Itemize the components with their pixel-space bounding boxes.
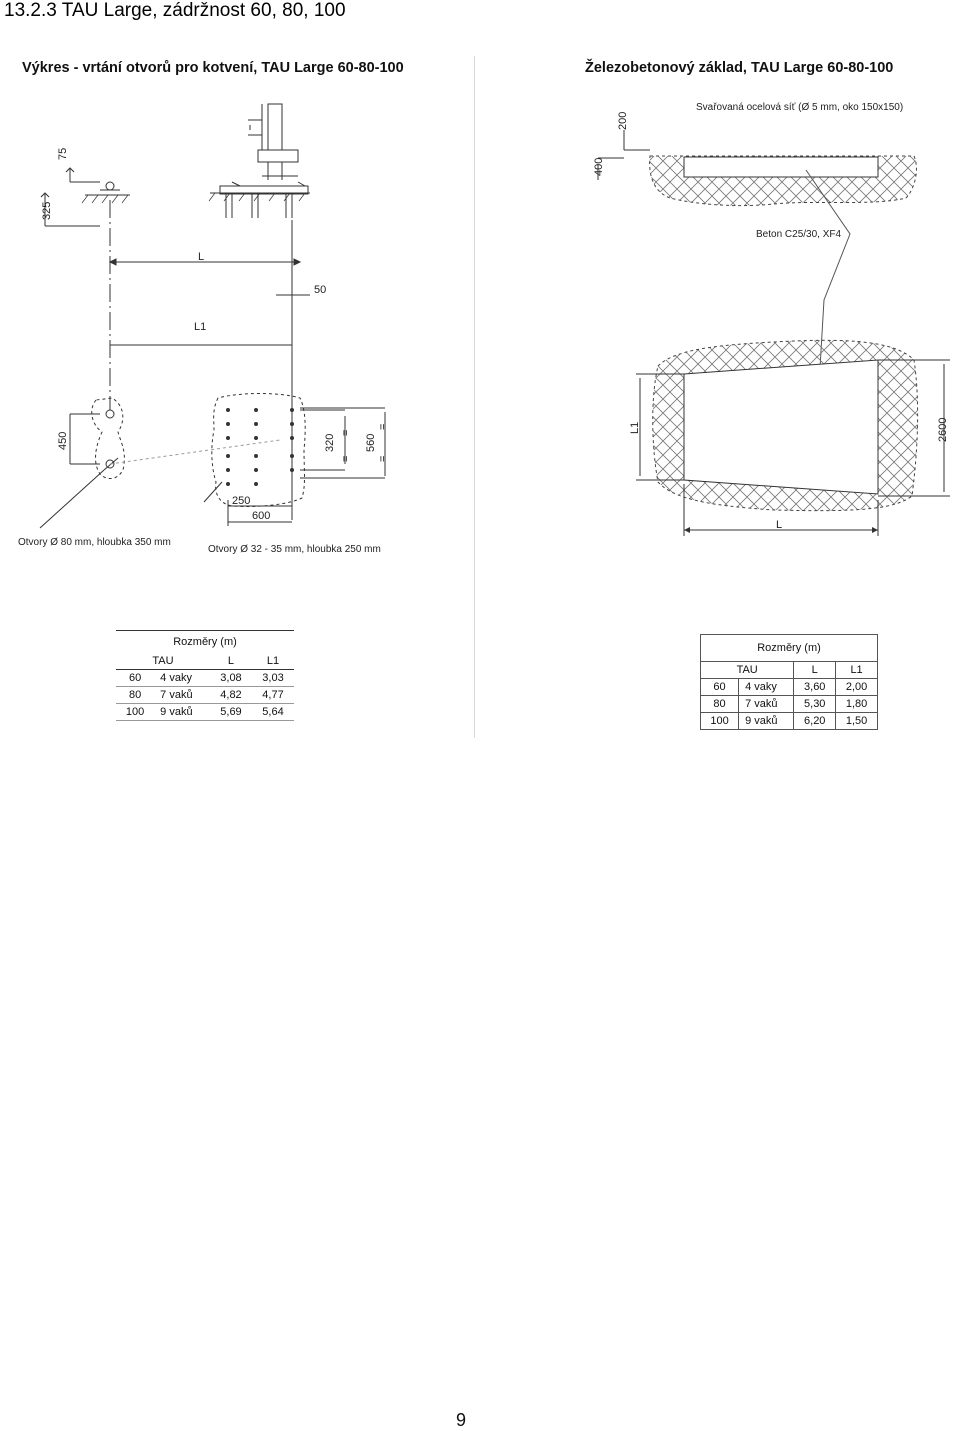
dim-320: 320: [324, 433, 336, 452]
dim-50: 50: [314, 284, 327, 296]
table-row: [116, 670, 294, 687]
table-row: [701, 679, 878, 696]
cell-L1: 1,80: [836, 696, 878, 713]
table-header-L: L: [794, 662, 836, 679]
cell-bags: 9 vaků: [154, 704, 210, 721]
cell-tau: 100: [116, 704, 154, 721]
page-number: 9: [456, 1410, 467, 1430]
table-header-L: L: [210, 653, 252, 670]
dim-450: 450: [57, 431, 69, 450]
table-row: [701, 696, 878, 713]
dimensions-table-left: [116, 630, 294, 721]
drilling-drawing: [0, 0, 474, 600]
table-caption: Rozměry (m): [701, 635, 878, 662]
cell-L: 4,82: [210, 687, 252, 704]
dim-plan-L: L: [776, 519, 783, 531]
dim-320-equal-b: =: [340, 455, 352, 462]
cell-L1: 1,50: [836, 713, 878, 730]
cell-tau: 80: [116, 687, 154, 704]
table-row: [116, 687, 294, 704]
dim-600: 600: [252, 510, 271, 522]
dim-560: 560: [365, 433, 377, 452]
cell-L: 6,20: [794, 713, 836, 730]
foundation-drawing: [474, 0, 960, 600]
cell-bags: 7 vaků: [154, 687, 210, 704]
table-header-tau: TAU: [701, 662, 794, 679]
cell-bags: 7 vaků: [739, 696, 794, 713]
cell-L: 3,08: [210, 670, 252, 687]
cell-L: 5,69: [210, 704, 252, 721]
dim-320-equal-a: =: [340, 429, 352, 436]
cell-L: 5,30: [794, 696, 836, 713]
table-row: [116, 704, 294, 721]
table-header-L1: L1: [836, 662, 878, 679]
mesh-note: Svařovaná ocelová síť (Ø 5 mm, oko 150x150): [696, 102, 904, 113]
dim-200: 200: [617, 111, 629, 130]
dimensions-table-right: [700, 634, 878, 730]
table-header-tau: TAU: [116, 653, 210, 670]
dim-plan-L1: L1: [629, 421, 641, 434]
cell-L: 3,60: [794, 679, 836, 696]
dim-L: L: [198, 251, 205, 263]
cell-bags: 4 vaky: [739, 679, 794, 696]
cell-tau: 80: [701, 696, 739, 713]
cell-L1: 2,00: [836, 679, 878, 696]
section-heading: 13.2.3 TAU Large, zádržnost 60, 80, 100: [4, 0, 346, 21]
cell-tau: 60: [701, 679, 739, 696]
note-holes-32: Otvory Ø 32 - 35 mm, hloubka 250 mm: [208, 544, 381, 555]
dim-2600: 2600: [937, 417, 949, 442]
concrete-note: Beton C25/30, XF4: [756, 229, 842, 240]
dim-L1: L1: [194, 321, 207, 333]
dim-560-equal-b: =: [377, 455, 389, 462]
left-panel-title: Výkres - vrtání otvorů pro kotvení, TAU Large 60-80-100: [22, 60, 404, 76]
table-row: [701, 713, 878, 730]
dim-250: 250: [232, 495, 251, 507]
cell-L1: 3,03: [252, 670, 294, 687]
cell-L1: 4,77: [252, 687, 294, 704]
dim-400: 400: [593, 157, 605, 176]
cell-bags: 4 vaky: [154, 670, 210, 687]
cell-L1: 5,64: [252, 704, 294, 721]
table-header-L1: L1: [252, 653, 294, 670]
cell-tau: 100: [701, 713, 739, 730]
dim-560-equal-a: =: [377, 423, 389, 430]
cell-bags: 9 vaků: [739, 713, 794, 730]
right-panel-title: Železobetonový základ, TAU Large 60-80-100: [585, 60, 894, 76]
dim-325: 325: [41, 201, 53, 220]
cell-tau: 60: [116, 670, 154, 687]
note-holes-80: Otvory Ø 80 mm, hloubka 350 mm: [18, 537, 171, 548]
dim-75: 75: [57, 147, 69, 160]
table-caption: Rozměry (m): [116, 631, 294, 654]
